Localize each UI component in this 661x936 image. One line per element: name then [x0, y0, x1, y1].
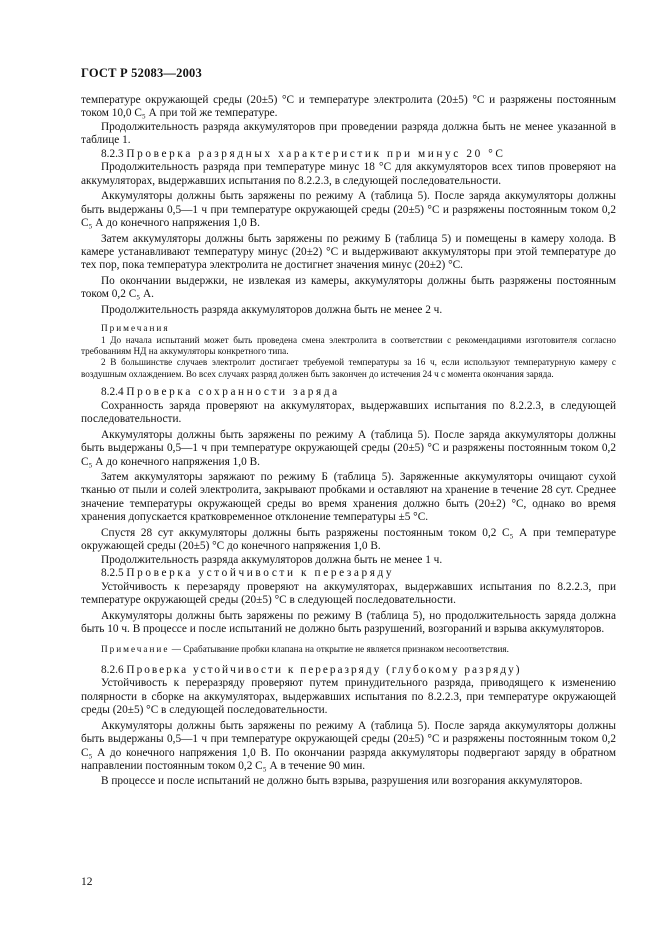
paragraph: Аккумуляторы должны быть заряжены по режиму А (таблица 5). После заряда аккумуляторы должны быть выдержаны 0,5—1 ч при температуре окружающей среды (20±5) °С и разряжены постоянным током 0,2 C₅ А до конечного напряжения 1,0 В. — [81, 428, 616, 468]
paragraph: Устойчивость к перезаряду проверяют на аккумуляторах, выдержавших испытания по 8.2.2.3, при температуре окружающей среды (20±5) °С в следующей последовательности. — [81, 580, 616, 607]
paragraph: В процессе и после испытаний не должно быть взрыва, разрушения или возгорания аккумуляторов. — [101, 775, 583, 788]
paragraph: По окончании выдержки, не извлекая из камеры, аккумуляторы должны быть разряжены постоянным током 0,2 C₅ А. — [81, 274, 616, 301]
paragraph: Аккумуляторы должны быть заряжены по режиму А (таблица 5). После заряда аккумуляторы должны быть выдержаны 0,5—1 ч при температуре окружающей среды (20±5) °С и разряжены постоянным током 0,2 C₅ А до конечного напряжения 1,0 В. По окончании разряда аккумуляторы подвергают заряду в обратном направлении постоянным током 0,2 C₅ А в течение 90 мин. — [81, 719, 616, 773]
section-number: 8.2.4 — [101, 386, 124, 399]
paragraph: Продолжительность разряда аккумуляторов должна быть не менее 1 ч. — [101, 553, 443, 566]
section-title: Проверка разрядных характеристик при минус 20 °С — [126, 147, 506, 160]
paragraph: Продолжительность разряда аккумуляторов должна быть не менее 2 ч. — [101, 303, 443, 316]
paragraph: Продолжительность разряда аккумуляторов при проведении разряда должна быть не менее указанной в таблице 1. — [81, 120, 616, 147]
paragraph: Сохранность заряда проверяют на аккумуляторах, выдержавших испытания по 8.2.2.3, в следующей последовательности. — [81, 399, 616, 426]
note-item: 1 До начала испытаний может быть проведена смена электролита в соответствии с рекомендациями изготовителя согласно требованиям НД на аккумуляторы конкретного типа. — [81, 334, 616, 357]
paragraph: Продолжительность разряда при температуре минус 18 °С для аккумуляторов всех типов проверяют на аккумуляторах, выдержавших испытания по 8.2.2.3, в следующей последовательности. — [81, 161, 616, 187]
page-number: 12 — [81, 876, 93, 888]
paragraph: Аккумуляторы должны быть заряжены по режиму В (таблица 5), но продолжительность заряда должна быть 10 ч. В процессе и после испытаний не должно быть разрушений, возгораний и взрыва аккумуляторов. — [81, 609, 616, 635]
note-text: — Срабатывание пробки клапана на открытие не является признаком несоответствия. — [169, 644, 509, 655]
paragraph: Устойчивость к переразряду проверяют путем принудительного разряда, приводящего к изменению полярности в сборке на аккумуляторах, выдержавших испытания по 8.2.2.3, при температуре окружающей среды (20±5) °С в следующей последовательности. — [81, 677, 616, 717]
section-heading-8-2-5 — [81, 567, 616, 580]
paragraph: Затем аккумуляторы заряжают по режиму Б (таблица 5). Заряженные аккумуляторы очищают сухой тканью от пыли и солей электролита, закрывают пробками и оставляют на хранение в течение 28 сут. Среднее значение температуры окружающей среды во время хранения должно быть (20±2) °С, однако во время хранения допускается кратковременное отклонение температуры ±5 °С. — [81, 471, 616, 524]
section-number: 8.2.3 — [101, 147, 124, 160]
notes-heading: Примечания — [101, 323, 170, 334]
section-title: Проверка устойчивости к переразряду (глубокому разряду) — [126, 663, 522, 676]
section-title: Проверка устойчивости к перезаряду — [126, 567, 395, 580]
document-body — [81, 94, 616, 789]
note-heading: Примечание — [101, 644, 170, 655]
section-heading-8-2-4 — [81, 386, 616, 399]
note-item: 2 В большинстве случаев электролит достигает требуемой температуры за 16 ч, если используют температурную камеру с воздушным охлаждением. Во всех случаях разряд должен быть закончен до истечения 24 ч с момента окончания заряда. — [81, 357, 616, 379]
paragraph: Аккумуляторы должны быть заряжены по режиму А (таблица 5). После заряда аккумуляторы должны быть выдержаны 0,5—1 ч при температуре окружающей среды (20±5) °С и разряжены постоянным током 0,2 C₅ А до конечного напряжения 1,0 В. — [81, 190, 616, 230]
note-single — [81, 644, 616, 655]
section-heading-8-2-6 — [81, 664, 616, 677]
paragraph: Затем аккумуляторы должны быть заряжены по режиму Б (таблица 5) и помещены в камеру холода. В камере устанавливают температуру минус (20±2) °С и выдерживают аккумуляторы при этой температуре до тех пор, пока температура электролита не достигнет значения минус (20±2) °С. — [81, 232, 616, 272]
section-number: 8.2.6 — [101, 663, 124, 676]
paragraph: Спустя 28 сут аккумуляторы должны быть разряжены постоянным током 0,2 C₅ А при температуре окружающей среды (20±5) °С до конечного напряжения 1,0 В. — [81, 526, 616, 553]
section-title: Проверка сохранности заряда — [126, 386, 340, 399]
document-header: ГОСТ Р 52083—2003 — [81, 66, 202, 80]
section-heading-8-2-3 — [81, 148, 616, 161]
section-number: 8.2.5 — [101, 567, 124, 580]
paragraph: температуре окружающей среды (20±5) °С и температуре электролита (20±5) °С и разряжены постоянным током 10,0 C₅ А при той же температуре. — [81, 94, 616, 120]
